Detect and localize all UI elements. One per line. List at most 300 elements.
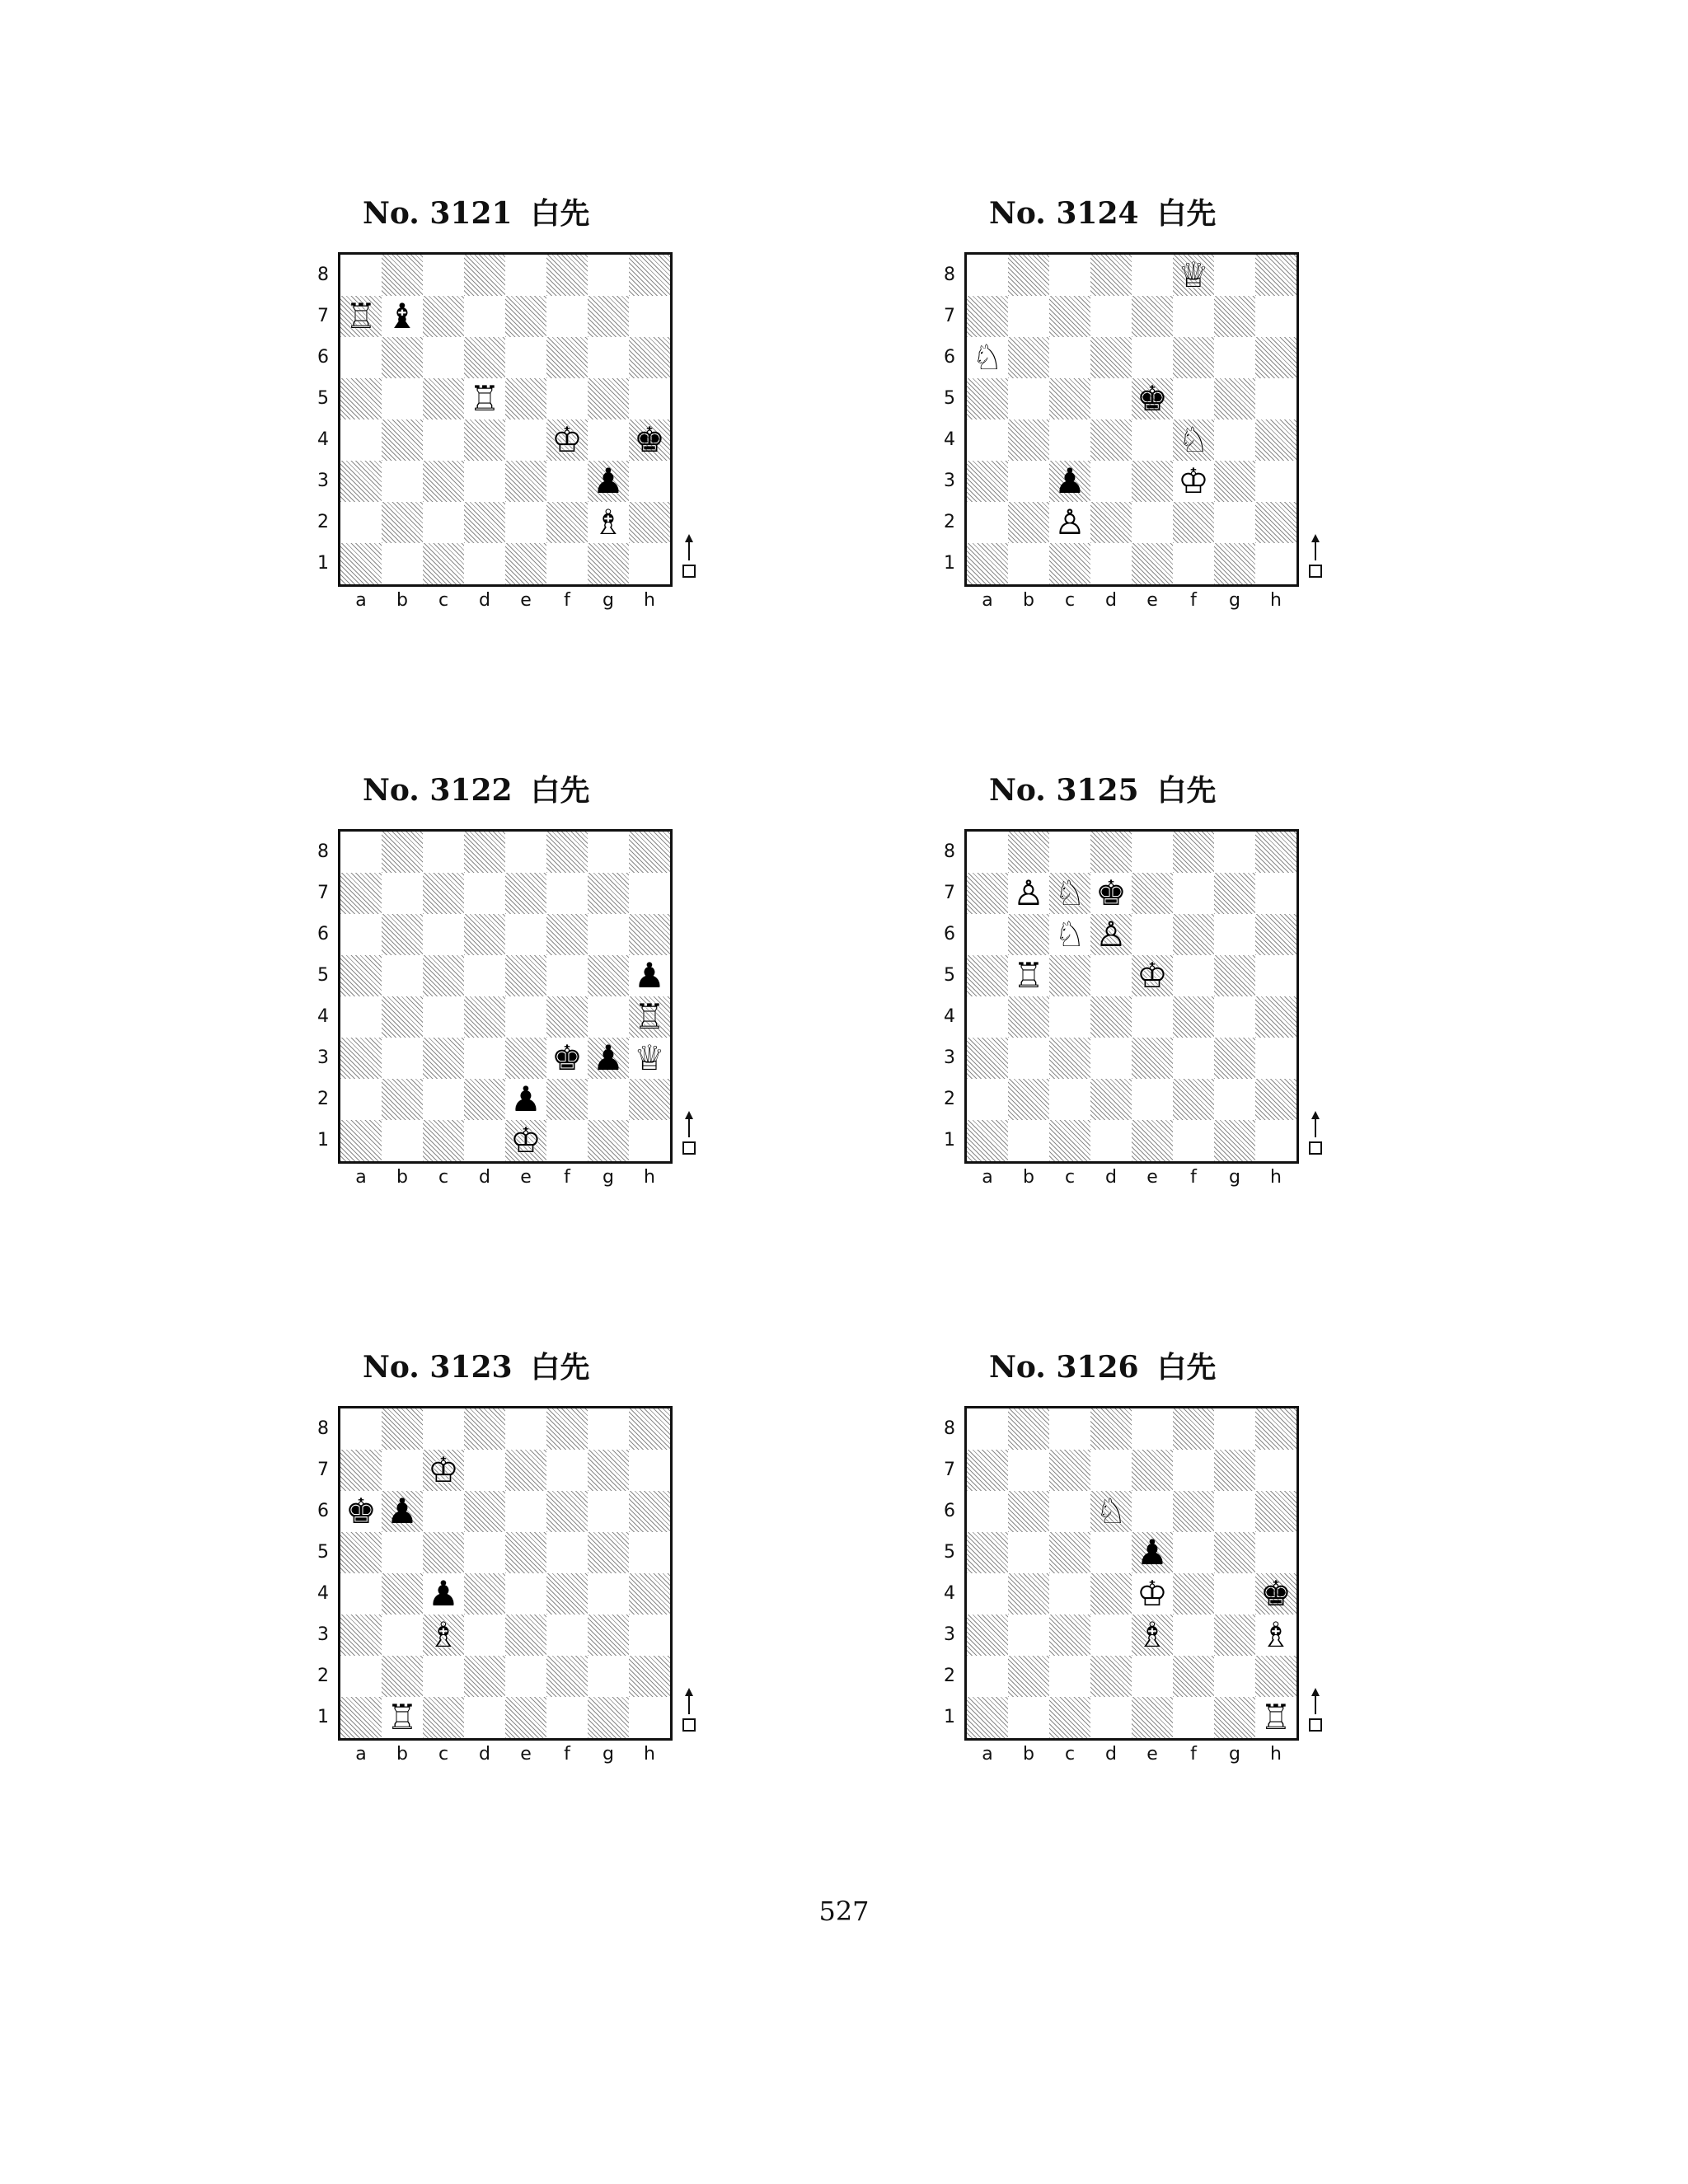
board-square [1255,461,1296,502]
board-square [505,378,546,419]
white-king-icon: ♔ [551,419,583,460]
rank-labels [940,252,959,585]
rank-label: 3 [317,471,329,491]
board-square [1173,502,1214,543]
board-square [505,1491,546,1532]
board-square [1049,1573,1090,1615]
file-label: d [479,590,490,611]
board-square [1008,1573,1049,1615]
board-square [546,1450,588,1491]
board-square [505,543,546,584]
board-square [967,996,1008,1038]
board-square [1214,1408,1255,1450]
board-square [382,461,423,502]
board-square [1255,1491,1296,1532]
board-square [1132,502,1173,543]
file-label: h [644,1744,655,1765]
file-label: d [1105,1744,1117,1765]
white-rook-icon: ♖ [345,296,377,336]
board-square [588,832,629,873]
board-square [1214,337,1255,378]
board-square [340,996,382,1038]
board-square [382,419,423,461]
rank-label: 5 [944,1542,955,1563]
rank-label: 1 [944,1130,955,1151]
board-square [1049,1656,1090,1697]
board-square [340,914,382,955]
board-square [1132,832,1173,873]
file-label: c [438,590,449,611]
rank-label: 3 [944,1047,955,1068]
board-square [588,1656,629,1697]
diagram [313,252,742,631]
board-square [588,914,629,955]
board-square [1008,1532,1049,1573]
rank-label: 8 [944,265,955,285]
file-label: b [396,1167,408,1188]
board-square [423,996,464,1038]
board-square [1214,873,1255,914]
board-square [464,914,505,955]
file-label: c [1064,1744,1076,1765]
board-square [1173,914,1214,955]
board-square [1255,296,1296,337]
rank-label: 8 [317,265,329,285]
board-square [1049,832,1090,873]
board-square [1173,955,1214,996]
white-to-move-icon [1306,532,1325,582]
board-square [1008,1079,1049,1120]
board-square [1255,543,1296,584]
rank-label: 3 [944,1624,955,1645]
board-square [340,502,382,543]
board-square [629,1573,670,1615]
black-pawn-icon: ♟ [593,1038,624,1078]
white-king-icon: ♔ [1178,461,1209,501]
board-square [588,996,629,1038]
board-square [1090,832,1132,873]
board-square [967,1038,1008,1079]
puzzle-3124 [940,193,1368,638]
board-square [588,1450,629,1491]
board-square [464,419,505,461]
file-labels [964,1165,1299,1190]
board-square [423,419,464,461]
board-square [588,1408,629,1450]
board-square [1049,1532,1090,1573]
board-square [1214,1038,1255,1079]
board-square [423,378,464,419]
file-label: h [644,1167,655,1188]
diagram [940,829,1368,1208]
board-square [505,1450,546,1491]
rank-label: 1 [944,1707,955,1727]
board-square [1049,255,1090,296]
white-to-move-icon [679,532,699,582]
file-label: g [603,1167,614,1188]
chess-board [964,1406,1299,1741]
board-square [1090,955,1132,996]
file-label: c [1064,590,1076,611]
board-square [1132,1079,1173,1120]
file-label: c [1064,1167,1076,1188]
board-square [340,832,382,873]
board-square [423,832,464,873]
board-square [546,1120,588,1161]
white-bishop-icon: ♗ [1260,1615,1292,1655]
board-square [629,1408,670,1450]
board-square [1090,1656,1132,1697]
board-square [1008,996,1049,1038]
rank-label: 6 [317,1501,329,1521]
board-square [1090,502,1132,543]
white-king-icon: ♔ [1137,955,1168,996]
board-square [1214,378,1255,419]
board-square [629,255,670,296]
board-square [464,1656,505,1697]
board-square [464,1038,505,1079]
board-square [1090,296,1132,337]
board-square [1132,1491,1173,1532]
board-square [1255,1079,1296,1120]
board-square [1214,1697,1255,1738]
board-square [967,1615,1008,1656]
board-square [505,996,546,1038]
rank-labels [313,829,333,1162]
board-square [1132,1038,1173,1079]
board-square [464,296,505,337]
black-pawn-icon: ♟ [1054,461,1085,501]
board-square [967,1079,1008,1120]
file-labels [338,1165,673,1190]
board-square [505,1038,546,1079]
board-square [1049,955,1090,996]
black-bishop-icon: ♝ [387,296,418,336]
rank-labels [940,829,959,1162]
board-square [546,502,588,543]
board-square [382,914,423,955]
board-square [1008,1038,1049,1079]
diagram [313,1406,742,1785]
board-square [382,1408,423,1450]
board-square [464,832,505,873]
board-square [588,378,629,419]
file-label: a [982,1167,993,1188]
board-square [1173,1079,1214,1120]
board-square [340,461,382,502]
board-square [629,337,670,378]
board-square [340,1697,382,1738]
file-label: e [1146,1744,1158,1765]
board-square [1090,1573,1132,1615]
file-label: f [564,1167,570,1188]
board-square [382,1038,423,1079]
board-square [1008,1615,1049,1656]
board-square [1049,1079,1090,1120]
board-square [340,955,382,996]
board-square [629,1615,670,1656]
board-square [423,1038,464,1079]
board-square [546,1408,588,1450]
board-square [546,1697,588,1738]
board-square [464,543,505,584]
rank-label: 2 [944,1089,955,1109]
board-square [1173,1120,1214,1161]
board-square [505,461,546,502]
rank-label: 3 [944,471,955,491]
board-square [1090,1079,1132,1120]
board-square [423,255,464,296]
puzzle-3126 [940,1347,1368,1792]
board-square [464,1491,505,1532]
file-label: a [355,590,367,611]
board-square [505,1532,546,1573]
board-square [340,378,382,419]
board-square [1132,1408,1173,1450]
board-square [1090,1450,1132,1491]
board-square [967,873,1008,914]
board-square [1090,378,1132,419]
board-square [967,461,1008,502]
board-square [382,502,423,543]
board-square [546,378,588,419]
rank-label: 2 [317,1089,329,1109]
rank-label: 7 [944,883,955,903]
board-square [340,543,382,584]
white-pawn-icon: ♙ [1013,873,1044,913]
chess-board [338,252,673,587]
board-square [1132,1450,1173,1491]
board-square [629,1697,670,1738]
puzzle-number: No. 3125 [989,773,1139,808]
board-square [546,461,588,502]
board-square [1132,1697,1173,1738]
puzzle-3121 [313,193,742,638]
board-square [1214,996,1255,1038]
board-square [967,955,1008,996]
board-square [1049,378,1090,419]
rank-label: 6 [944,1501,955,1521]
board-square [340,1038,382,1079]
rank-label: 5 [944,965,955,986]
board-square [340,1573,382,1615]
board-square [546,996,588,1038]
white-rook-icon: ♖ [634,996,665,1037]
board-square [629,1656,670,1697]
board-square [464,255,505,296]
board-square [629,873,670,914]
board-square [505,337,546,378]
file-label: e [1146,590,1158,611]
board-square [588,1573,629,1615]
board-square [1214,461,1255,502]
board-square [1090,1120,1132,1161]
white-bishop-icon: ♗ [593,502,624,542]
board-square [1008,914,1049,955]
board-square [1255,1532,1296,1573]
board-square [967,1408,1008,1450]
board-square [1008,502,1049,543]
rank-label: 8 [317,1418,329,1439]
board-square [423,543,464,584]
file-label: g [603,1744,614,1765]
board-square [423,873,464,914]
diagram [313,829,742,1208]
file-label: g [603,590,614,611]
board-square [629,1120,670,1161]
board-square [505,419,546,461]
puzzle-title [363,193,692,235]
chess-board [964,829,1299,1164]
board-square [340,255,382,296]
board-square [629,1491,670,1532]
rank-label: 5 [317,965,329,986]
board-square [340,337,382,378]
black-pawn-icon: ♟ [1137,1532,1168,1572]
board-square [1173,296,1214,337]
board-square [1214,255,1255,296]
board-square [1214,502,1255,543]
rank-label: 1 [317,553,329,574]
board-square [1008,1697,1049,1738]
board-square [1132,255,1173,296]
board-square [546,955,588,996]
board-square [1214,1532,1255,1573]
board-square [588,1120,629,1161]
black-pawn-icon: ♟ [387,1491,418,1531]
board-square [1008,1491,1049,1532]
board-square [1173,1532,1214,1573]
board-square [382,873,423,914]
side-to-move: 白先 [1156,1351,1217,1385]
board-square [340,419,382,461]
board-square [1255,502,1296,543]
board-square [967,1532,1008,1573]
board-square [1008,1408,1049,1450]
board-square [629,461,670,502]
rank-label: 4 [944,429,955,450]
rank-label: 6 [317,924,329,944]
board-square [464,1532,505,1573]
board-square [1255,378,1296,419]
rank-label: 4 [944,1583,955,1604]
board-square [1255,1408,1296,1450]
board-square [1090,996,1132,1038]
file-label: h [1270,590,1282,611]
board-square [546,296,588,337]
board-square [1090,1038,1132,1079]
board-square [423,502,464,543]
board-square [1214,1450,1255,1491]
board-square [546,1573,588,1615]
board-square [1132,543,1173,584]
file-label: d [479,1744,490,1765]
board-square [1214,955,1255,996]
white-knight-icon: ♘ [1054,914,1085,954]
rank-label: 7 [944,1460,955,1480]
file-label: f [1190,1744,1197,1765]
board-square [546,832,588,873]
board-square [967,832,1008,873]
file-label: g [1229,1744,1240,1765]
board-square [382,543,423,584]
file-label: c [438,1744,449,1765]
board-square [464,502,505,543]
board-square [588,296,629,337]
board-square [382,1656,423,1697]
board-square [546,1656,588,1697]
board-square [1214,543,1255,584]
board-square [546,543,588,584]
board-square [1132,1120,1173,1161]
white-rook-icon: ♖ [387,1697,418,1737]
board-square [1008,461,1049,502]
rank-label: 1 [317,1707,329,1727]
board-square [629,832,670,873]
board-square [546,1615,588,1656]
rank-label: 5 [944,388,955,409]
board-square [1255,873,1296,914]
rank-labels [940,1406,959,1739]
board-square [423,1491,464,1532]
file-labels [338,1742,673,1767]
board-square [1049,1450,1090,1491]
board-square [1049,543,1090,584]
board-square [588,337,629,378]
board-square [1008,337,1049,378]
board-square [1008,832,1049,873]
board-square [1008,1656,1049,1697]
board-square [1214,1573,1255,1615]
puzzle-title [989,1347,1319,1389]
board-square [967,1697,1008,1738]
board-square [340,1450,382,1491]
board-square [382,378,423,419]
board-square [423,1408,464,1450]
board-square [1008,255,1049,296]
file-label: g [1229,590,1240,611]
board-square [423,1697,464,1738]
board-square [1049,337,1090,378]
board-square [629,502,670,543]
board-square [1008,419,1049,461]
board-square [1049,1120,1090,1161]
file-label: b [1023,1167,1034,1188]
file-label: a [982,1744,993,1765]
board-square [588,1615,629,1656]
board-square [1255,955,1296,996]
board-square [505,1573,546,1615]
board-square [505,1615,546,1656]
board-square [1132,296,1173,337]
file-label: b [396,590,408,611]
white-queen-icon: ♕ [1178,255,1209,295]
board-square [967,543,1008,584]
board-square [588,1491,629,1532]
board-square [423,914,464,955]
white-to-move-icon [679,1109,699,1159]
board-square [1049,1615,1090,1656]
board-square [340,873,382,914]
board-square [629,1079,670,1120]
rank-label: 4 [944,1006,955,1027]
file-label: h [644,590,655,611]
board-square [382,955,423,996]
black-pawn-icon: ♟ [428,1573,459,1614]
board-square [1214,1120,1255,1161]
rank-label: 2 [944,1666,955,1686]
board-square [1008,1450,1049,1491]
